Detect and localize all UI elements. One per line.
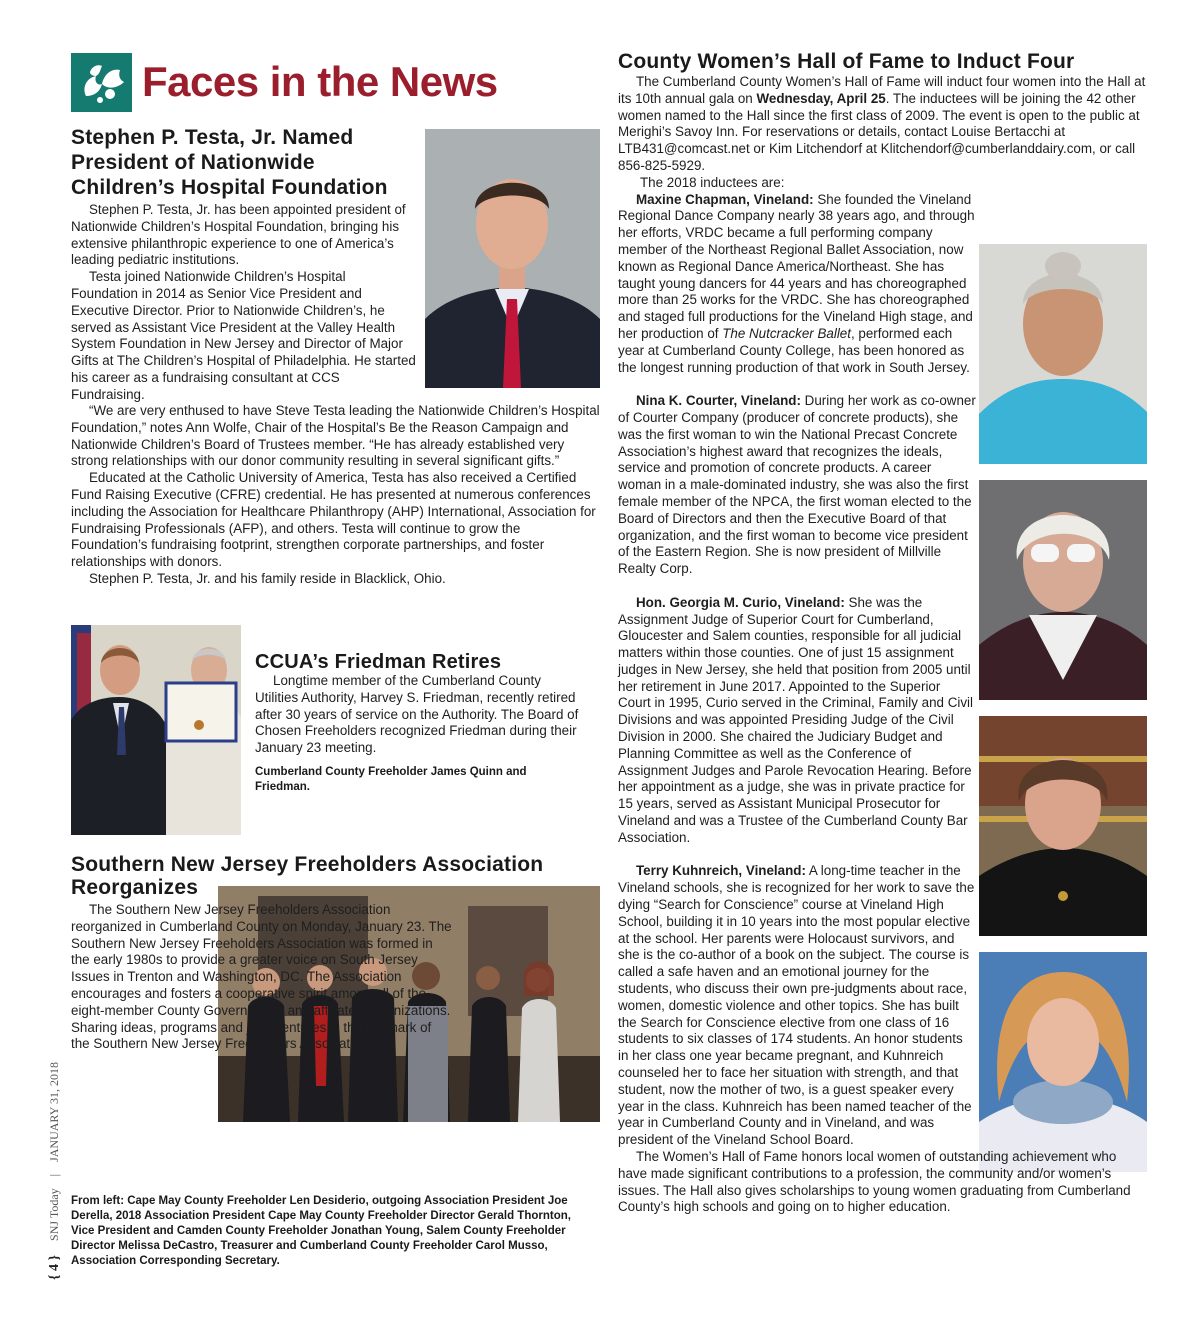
snjfa-body (71, 902, 600, 1122)
curio-name: Hon. Georgia M. Curio, Vineland: (636, 594, 845, 610)
gala-date: Wednesday, April 25 (756, 90, 886, 106)
publication-name: SNJ Today (47, 1188, 61, 1241)
page-footer (47, 1062, 63, 1280)
float-spacer-2 (976, 269, 1148, 1129)
ccua-paragraph: Longtime member of the Cumberland County Utilities Authority, Harvey S. Friedman, recently retired after 30 years of service on the Authority. The Board of Chosen Freeholders recognized Friedman during their January 23 meeting. (255, 673, 579, 756)
hall-headline: County Women’s Hall of Fame to Induct Four (618, 50, 1075, 73)
hall-body (618, 74, 1148, 1216)
kuhnreich-name: Terry Kuhnreich, Vineland: (636, 863, 806, 879)
ccua-body (255, 673, 585, 757)
testa-paragraph-4: Educated at the Catholic University of America, Testa has also received a Certified Fund Raising Executive (CFRE) credential. He has presented at numerous conferences including the Association for Healthcare Philanthropy (AHP) International, Association for Fundraising Professionals (AFP), and others. Testa will continue to grow the Foundation’s fundraising footprint, strengthen corporate partnerships, and foster relationships with donors. (71, 470, 596, 570)
ccua-caption: Cumberland County Freeholder James Quinn and Friedman. (255, 766, 527, 793)
courter-name: Nina K. Courter, Vineland: (636, 393, 801, 409)
inductees-intro: The 2018 inductees are: (640, 174, 785, 190)
testa-body-wide (71, 403, 600, 588)
hall-intro-a: The Cumberland County Women’s Hall of Fame will induct four women into the Hall at its 10th annual gala on (618, 74, 1146, 106)
testa-body (71, 202, 416, 404)
float-spacer-1 (976, 225, 1148, 269)
testa-paragraph-3: “We are very enthused to have Steve Testa leading the Nationwide Children’s Hospital Foundation,” notes Ann Wolfe, Chair of the Hospital’s Be the Reason Campaign and Nationwide Children’s Board of Trustees member. “He has already established very strong relationships with our donor community resulting in several significant gifts.” (71, 403, 600, 469)
snjfa-headline: Southern New Jersey Freeholders Association Reorganizes (71, 853, 544, 899)
testa-headline: Stephen P. Testa, Jr. Named President of Nationwide Children’s Hospital Foundation (71, 126, 388, 199)
issue-date: JANUARY 31, 2018 (47, 1062, 61, 1162)
testa-paragraph-2: Testa joined Nationwide Children’s Hospital Foundation in 2014 as Senior Vice President and Executive Director. Prior to Nationwide Children’s, he served as Assistant Vice President at the Valley Health System Foundation in New Jersey and Director of Major Gifts at The Children’s Hospital of Philadelphia. He started his career as a fundraising consultant at CCS Fundraising. (71, 269, 416, 402)
chapman-name: Maxine Chapman, Vineland: (636, 191, 814, 207)
hall-intro-b: . The inductees will be joining the 42 other women named to the Hall since the first class of 2009. The event is open to the public at Merighi’s Savoy Inn. For reservations or details, contact Louise Bertacchi at LTB431@comcast.net or Kim Litchendorf at Klitchendorf@cumberlanddairy.com, or call 856-825-5929. (618, 90, 1140, 173)
testa-portrait (425, 129, 600, 388)
nutcracker-title: The Nutcracker Ballet (722, 325, 851, 341)
hall-closing: The Women’s Hall of Fame honors local women of outstanding achievement who have made significant contributions to a profession, the community and/or women’s issues. The Hall also gives scholarships to young women graduating from Cumberland County’s high schools and going on to higher education. (618, 1149, 1131, 1215)
testa-paragraph-1: Stephen P. Testa, Jr. has been appointed president of Nationwide Children’s Hospital Foundation, bringing his extensive philanthropic experience to one of America’s leading pediatric institutions. (71, 202, 406, 268)
snjfa-paragraph: The Southern New Jersey Freeholders Association reorganized in Cumberland County on Monday, January 23. The Southern New Jersey Freeholders Association was formed in the early 1980s to provide a greater voice on South Jersey Issues in Trenton and Washington, DC. The Association encourages and fosters a cooperative spirit among all of the eight-member County Governments and affiliated organizations. Sharing ideas, programs and joint ventures is the hallmark of the Southern New Jersey Freeholders Association. (71, 902, 452, 1052)
photo-wrap-spacer (452, 902, 600, 1122)
kuhnreich-text: A long-time teacher in the Vineland schools, she is recognized for her work to save the dying “Search for Conscience” course at Vineland High School, building it in 10 years into the most popular elective at the school. Her parents were Holocaust survivors, and she is the co-author of a book on the subject. The course is called a safe haven and an emotional journey for the students, who discuss their own pre-judgments about race, women, domestic violence and other topics. She has built the Search for Conscience elective from one class of 16 students to six classes of 174 students. An honor students in her class one year became pregnant, and Kuhnreich counseled her to face her situation with strength, and that student, now the mother of two, is a guest speaker every year in the class. Kuhnreich has been named teacher of the year in Cumberland County and in Vineland, and was president of the Vineland School Board. (618, 863, 975, 1148)
curio-text: She was the Assignment Judge of Superior Court for Cumberland, Gloucester and Salem counties, responsible for all judicial matters within those counties. One of just 15 assignment judges in New Jersey, she held that position from 2005 until her retirement in June 2017. Appointed to the Superior Court in 1995, Curio served in the Criminal, Family and Civil Divisions and was appointed Presiding Judge of the Civil Division in 2000. She chaired the Judiciary Budget and Planning Committee as well as the Conference of Assignment Judges and Parole Revocation Hearing. Before her appointment as a judge, she was in private practice for 15 years, served as Assistant Municipal Prosecutor for Vineland and was a Trustee of the Cumberland County Bar Association. (618, 594, 973, 845)
chapman-text-b: , performed each year at Cumberland County College, has been honored as the longest running production of that work in South Jersey. (618, 325, 970, 375)
testa-paragraph-5: Stephen P. Testa, Jr. and his family reside in Blacklick, Ohio. (89, 570, 446, 586)
footer-separator: | (47, 1173, 61, 1177)
snjfa-caption: From left: Cape May County Freeholder Len Desiderio, outgoing Association President Joe Derella, 2018 Association President Cape May County Freeholder Director Gerald Thornton, Vice President and Camden County Freeholder Jonathan Young, Salem County Freeholder Director Melissa DeCastro, Treasurer and Cumberland County Freeholder Carol Musso, Association Corresponding Secretary. (71, 1195, 571, 1267)
hall-intro (618, 74, 1148, 175)
page-number: { 4 } (47, 1254, 62, 1280)
masthead-title: Faces in the News (142, 58, 498, 105)
masthead-logo (71, 53, 132, 112)
ccua-photo (71, 625, 241, 835)
vine-leaf-icon (76, 58, 128, 108)
ccua-headline: CCUA’s Friedman Retires (255, 651, 502, 673)
chapman-text-a: She founded the Vineland Regional Dance Company nearly 38 years ago, and through her efforts, VRDC became a full performing company member of the Northeast Regional Ballet Association, now known as Regional Dance America/Northeast. She has taught young dancers for 44 years and has choreographed more than 25 works for the VRDC. She has choreographed and staged full productions for the Vineland High stage, and her production of (618, 191, 975, 341)
courter-text: During her work as co-owner of Courter Company (producer of concrete products), she was the first woman to win the National Precast Concrete Association’s highest award that recognizes the ideals, service and promotion of concrete products. A career woman in a male-dominated industry, she was also the first female member of the NPCA, the first woman elected to the Board of Directors and then the Executive Board of that organization, and the first woman to become vice president of the Eastern Region. She is now president of Millville Realty Corp. (618, 393, 976, 577)
